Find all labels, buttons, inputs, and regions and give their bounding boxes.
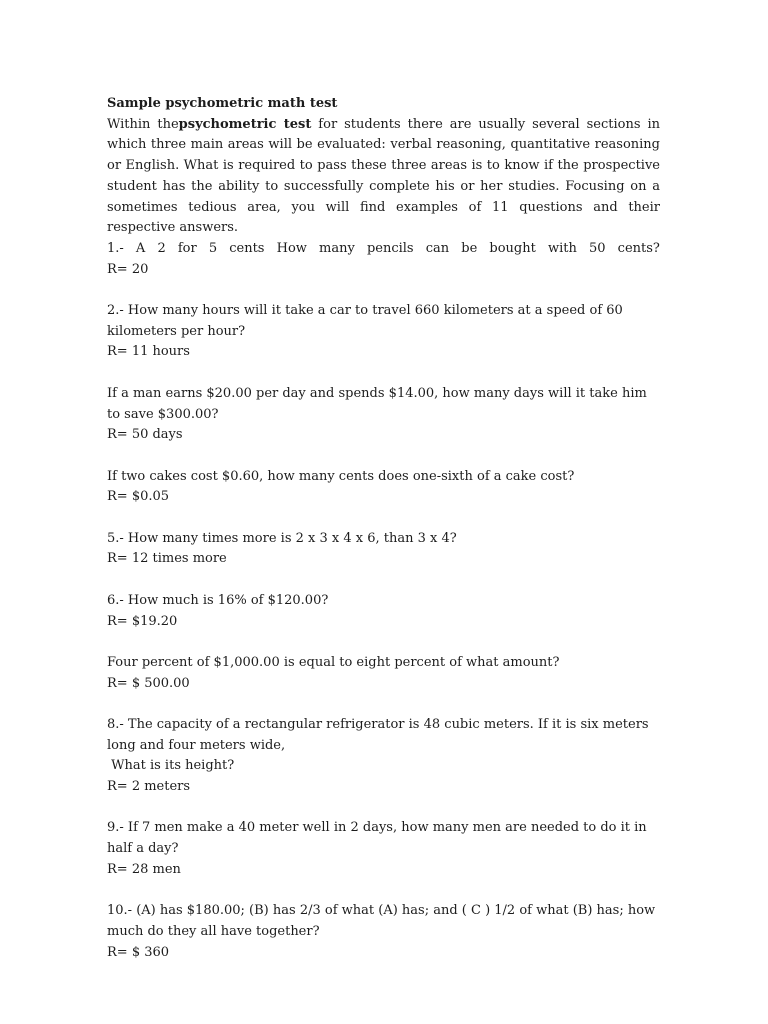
question-1-word: 2 xyxy=(157,240,166,256)
question-block xyxy=(107,901,660,963)
question-text: 9.- If 7 men make a 40 meter well in 2 days, how many men are needed to do it in half a day? xyxy=(107,820,647,857)
question-1-word: bought xyxy=(489,240,536,256)
question-1-word: How xyxy=(276,240,307,256)
question-block xyxy=(107,384,660,446)
answer-text: R= 12 times more xyxy=(107,551,227,567)
question-1-word: for xyxy=(177,240,197,256)
answer-text: R= $ 360 xyxy=(107,944,170,960)
question-text: 5.- How many times more is 2 x 3 x 4 x 6, than 3 x 4? xyxy=(107,530,457,546)
question-block xyxy=(107,301,660,363)
intro-lead: Within the xyxy=(107,116,179,132)
page-title: Sample psychometric math test xyxy=(107,96,338,111)
answer-text: R= $0.05 xyxy=(107,489,170,505)
question-text: 6.- How much is 16% of $120.00? xyxy=(107,592,329,608)
answer-text: R= $19.20 xyxy=(107,613,178,629)
question-text: 2.- How many hours will it take a car to travel 660 kilometers at a speed of 60 kilometers per hour? xyxy=(107,303,623,339)
question-block xyxy=(107,591,660,632)
question-block xyxy=(107,467,660,508)
question-1-word: cents? xyxy=(617,240,660,256)
answer-text: R= 28 men xyxy=(107,861,181,877)
question-text: If two cakes cost $0.60, how many cents does one-sixth of a cake cost? xyxy=(107,468,575,484)
question-1-word: 1.- xyxy=(107,240,124,256)
answer-text: R= 11 hours xyxy=(107,344,190,360)
question-1-word: A xyxy=(135,240,146,256)
question-block xyxy=(107,818,660,880)
intro-paragraph xyxy=(107,115,660,239)
question-1-word: many xyxy=(319,240,355,256)
question-1-word: 5 xyxy=(208,240,218,256)
question-1-text xyxy=(107,239,660,260)
intro-bold: psychometric test xyxy=(178,116,312,132)
question-list xyxy=(107,280,660,963)
question-block xyxy=(107,715,660,798)
question-1-word: with xyxy=(547,240,577,256)
question-text: Four percent of $1,000.00 is equal to eight percent of what amount? xyxy=(107,654,560,670)
question-text: 8.- The capacity of a rectangular refrigerator is 48 cubic meters. If it is six meters long and four meters wide, xyxy=(107,716,649,753)
question-1 xyxy=(107,239,660,280)
question-block xyxy=(107,653,660,694)
answer-text: R= $ 500.00 xyxy=(107,675,190,691)
question-block xyxy=(107,529,660,570)
question-text: If a man earns $20.00 per day and spends $14.00, how many days will it take him to save $300.00? xyxy=(107,385,647,422)
answer-text: R= 50 days xyxy=(107,427,183,443)
question-text: 10.- (A) has $180.00; (B) has 2/3 of what (A) has; and ( C ) 1/2 of what (B) has; how much do they all have together? xyxy=(107,903,656,939)
question-1-word: pencils xyxy=(366,240,414,256)
question-1-word: 50 xyxy=(589,240,606,256)
question-1-word: cents xyxy=(229,240,265,256)
intro-rest: for students there are usually several sections in which three main areas will be evaluated: verbal reasoning, quantitative reasoning or English. What is required to pass these three areas is to know if the prospective student has the ability to successfully complete his or her studies. Focusing on a sometimes tedious area, you will find examples of 11 questions and their respective answers. xyxy=(107,116,660,236)
answer-1: R= 20 xyxy=(107,261,149,277)
question-text-continued: What is its height? xyxy=(107,758,235,774)
answer-text: R= 2 meters xyxy=(107,779,191,795)
question-1-word: can xyxy=(425,240,450,256)
question-1-word: be xyxy=(461,240,478,256)
document-page xyxy=(107,94,660,963)
